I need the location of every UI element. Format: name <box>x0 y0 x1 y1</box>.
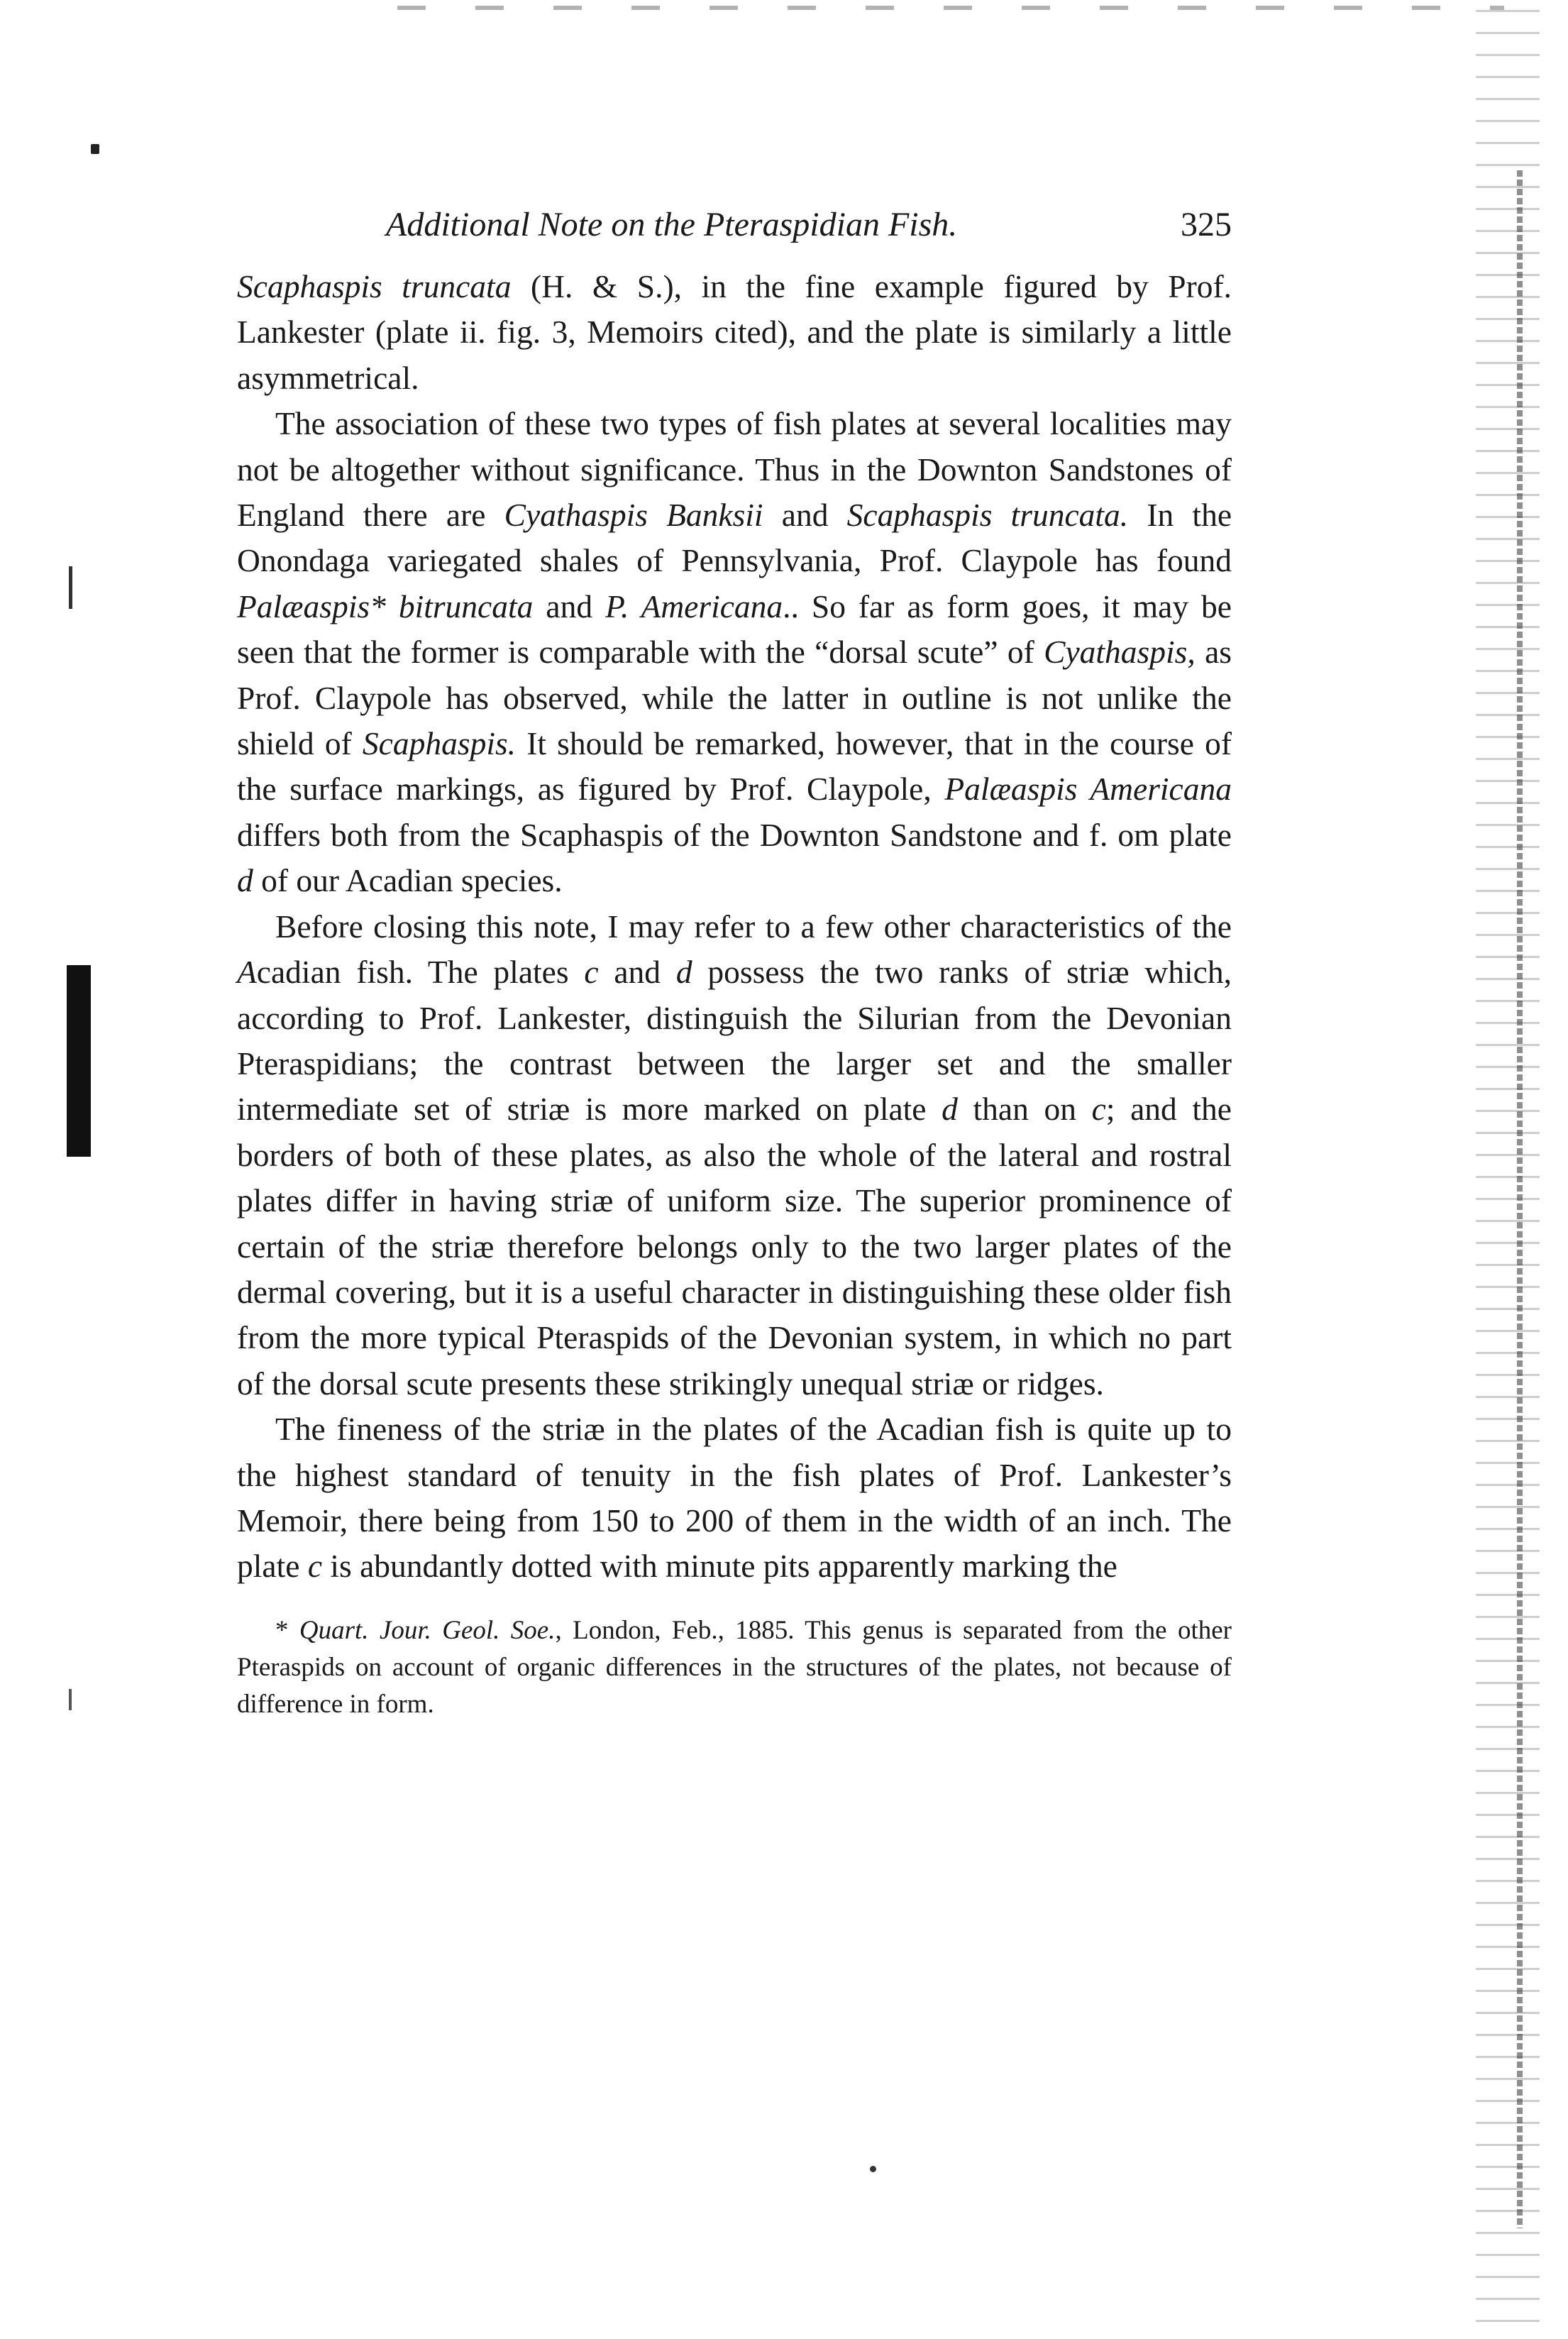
text-run: It should be remarked, however, that in the course of the surface markings, as figured by Prof. Claypole, <box>237 725 1232 808</box>
body-text <box>237 264 1232 1590</box>
running-title: Additional Note on the Pteraspidian Fish. <box>386 206 958 243</box>
scan-artifact-dot <box>91 144 99 154</box>
italic-text: d <box>237 862 253 899</box>
italic-text: Scaphaspis truncata. <box>846 497 1129 534</box>
italic-text: c <box>1091 1091 1106 1128</box>
text-run: of our Acadian species. <box>253 862 563 899</box>
italic-text: P. Americana <box>605 588 783 624</box>
italic-text: Scaphaspis. <box>362 725 517 762</box>
text-run: The fineness of the striæ in the plates of the Acadian fish is quite up to the highest standard of tenuity in the fish plates of Prof. Lankester’s Memoir, there being from 150 to 200 of them in the width of an inch. The plate <box>237 1411 1232 1585</box>
text-run: ; and the borders of both of these plates, as also the whole of the lateral and rostral plates differ in having striæ of uniform size. The superior prominence of certain of the striæ therefore belongs only to the two larger plates of the dermal covering, but it is a useful character in distinguishing these older fish from the more typical Pteraspids of the Devonian system, in which no part of the dorsal scute presents these strikingly unequal striæ or ridges. <box>237 1091 1232 1402</box>
paragraph <box>237 1407 1232 1590</box>
scan-artifact-dot <box>870 2166 876 2172</box>
italic-text: Palæaspis* bitruncata <box>237 588 534 624</box>
italic-text: Cyathaspis, <box>1044 634 1196 671</box>
text-run: is abundantly dotted with minute pits apparently marking the <box>322 1548 1117 1585</box>
italic-text: c <box>307 1548 323 1585</box>
text-run: The association of these two types of fish plates at several localities may not be altogether without significance. Thus in the Downton Sandstones of England there are <box>237 405 1232 534</box>
italic-text: Scaphaspis truncata <box>237 268 512 304</box>
paragraph <box>237 401 1232 903</box>
italic-text: Cyathaspis Banksii <box>504 497 763 534</box>
text-run: , London, Feb., 1885. This genus is separated from the other Pteraspids on account of organic differences in the structures of the plates, not because of difference in form. <box>237 1615 1232 1719</box>
text-run: and <box>763 497 847 534</box>
paragraph <box>237 264 1232 401</box>
text-run: and <box>598 954 676 991</box>
scan-artifact-binding-line <box>1517 170 1523 2228</box>
text-run: Before closing this note, I may refer to a few other characteristics of the <box>275 908 1232 945</box>
text-run: differs both from the Scaphaspis of the Downton Sandstone and f. om plate <box>237 816 1232 853</box>
italic-text: Quart. Jour. Geol. Soe. <box>299 1615 556 1645</box>
scan-artifact-tick <box>69 566 72 609</box>
italic-text: c <box>584 954 599 991</box>
scan-artifact-right-edge <box>1476 0 1540 2339</box>
text-run: (H. & S.), in the fine example figured by Prof. Lankester (plate ii. fig. 3, Memoirs cited), and the plate is similarly a little asymmetrical. <box>237 268 1232 396</box>
running-head <box>237 199 1232 251</box>
italic-text: A <box>237 954 257 991</box>
italic-text: d <box>942 1091 958 1128</box>
page-number: 325 <box>1181 206 1232 243</box>
margin-mark-bar <box>67 965 91 1157</box>
text-run: possess the two ranks of striæ which, according to Prof. Lankester, distinguish the Silurian from the Devonian Pteraspidians; the contrast between the larger set and the smaller intermediate set of striæ is more marked on plate <box>237 954 1232 1128</box>
page <box>237 199 1232 1723</box>
text-run: In the Onondaga variegated shales of Pennsylvania, Prof. Claypole has found <box>237 497 1232 579</box>
text-run: as Prof. Claypole has observed, while the latter in outline is not unlike the shield of <box>237 634 1232 762</box>
scan-artifact-top <box>397 6 1504 10</box>
text-run: * <box>275 1615 299 1645</box>
text-run: and <box>533 588 606 624</box>
text-run: cadian fish. The plates <box>256 954 585 991</box>
scan-artifact-tick <box>69 1689 72 1710</box>
footnote <box>237 1612 1232 1723</box>
italic-text: d <box>675 954 692 991</box>
text-run: .. So far as form goes, it may be seen that the former is comparable with the “dorsal scute” of <box>237 588 1232 671</box>
text-run: than on <box>957 1091 1092 1128</box>
paragraph <box>237 904 1232 1407</box>
italic-text: Palæaspis Americana <box>944 771 1232 808</box>
